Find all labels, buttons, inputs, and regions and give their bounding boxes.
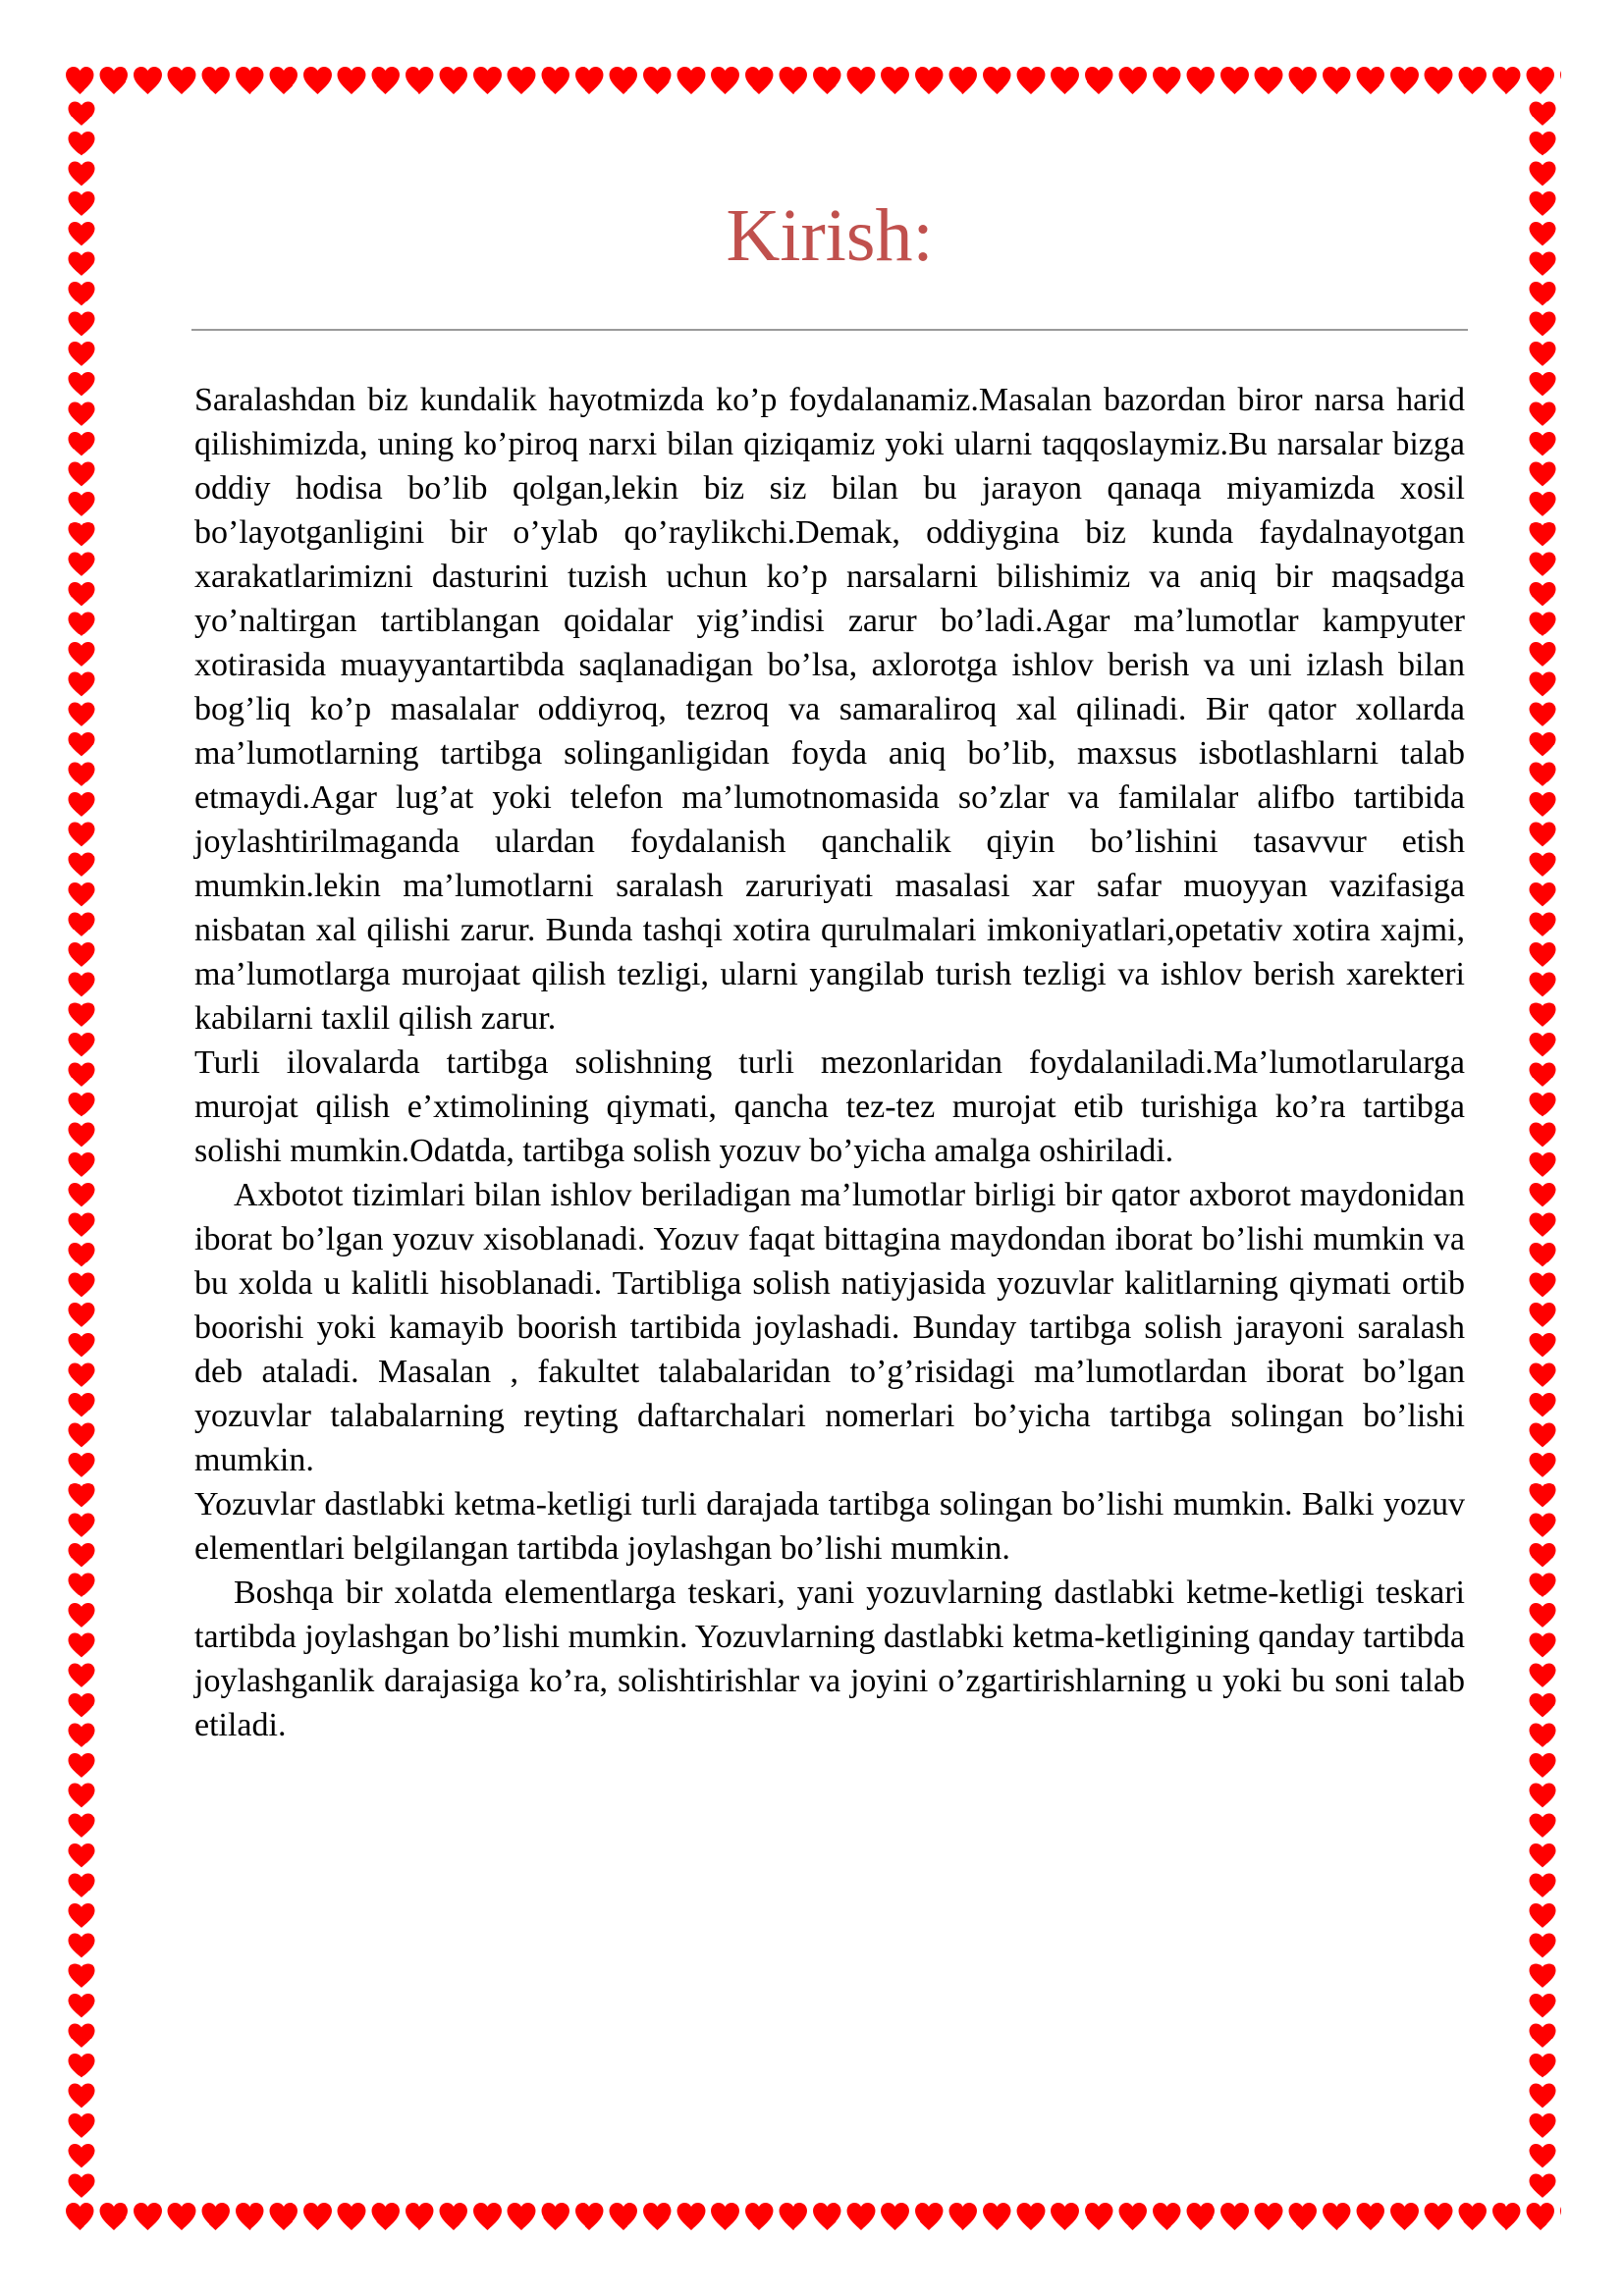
page-title: Kirish: [726,194,934,277]
paragraph-3: Axbotot tizimlari bilan ishlov beriladigan ma’lumotlar birligi bir qator axborot maydonidan iborat bo’lgan yozuv xisoblanadi. Yozuv faqat bittagina maydondan iborat bo’lishi mumkin va bu xolda u kalitli hisoblanadi. Tartibliga solish natiyjasida yozuvlar kalitlarning qiymati ortib boorishi yoki kamayib boorish tartibida joylashadi. Bunday tartibga solish jarayoni saralash deb ataladi. Masalan , fakultet talabalaridan to’g’risidagi ma’lumotlardan iborat bo’lgan yozuvlar talabalarning reyting daftarchalari nomerlari bo’yicha tartibga solingan bo’lishi mumkin. [194,1177,1465,1478]
heart-border-right [1526,98,1559,2199]
title-divider [191,329,1468,331]
document-body [194,378,1465,1747]
paragraph-4: Yozuvlar dastlabki ketma-ketligi turli darajada tartibga solingan bo’lishi mumkin. Balki yozuv elementlari belgilangan tartibda joylashgan bo’lishi mumkin. [194,1486,1465,1567]
paragraph-2: Turli ilovalarda tartibga solishning turli mezonlaridan foydalaniladi.Ma’lumotlarularga murojat qilish e’xtimolining qiymati, qancha tez-tez murojat etib turishiga ko’ra tartibga solishi mumkin.Odatda, tartibga solish yozuv bo’yicha amalga oshiriladi. [194,1044,1465,1169]
heart-border-left [65,98,98,2199]
heart-border-top [63,63,1561,98]
paragraph-1: Saralashdan biz kundalik hayotmizda ko’p foydalanamiz.Masalan bazordan biror narsa harid qilishimizda, uning ko’piroq narxi bilan qiziqamiz yoki ularni taqqoslaymiz.Bu narsalar bizga oddiy hodisa bo’lib qolgan,lekin biz siz bilan bu jarayon qanaqa miyamizda xosil bo’layotganligini bir o’ylab qo’raylikchi.Demak, oddiygina biz kunda faydalnayotgan xarakatlarimizni dasturini tuzish uchun ko’p narsalarni bilishimiz va aniq bir maqsadga yo’naltirgan tartiblangan qoidalar yig’indisi zarur bo’ladi.Agar ma’lumotlar kampyuter xotirasida muayyantartibda saqlanadigan bo’lsa, axlorotga ishlov berish va uni izlash bilan bog’liq ko’p masalalar oddiyroq, tezroq va samaraliroq xal qilinadi. Bir qator xollarda ma’lumotlarning tartibga solinganligidan foyda aniq bo’lib, maxsus isbotlashlarni talab etmaydi.Agar lug’at yoki telefon ma’lumotnomasida so’zlar va familalar alifbo tartibida joylashtirilmaganda ulardan foydalanish qanchalik qiyin bo’lishini tasavvur etish mumkin.lekin ma’lumotlarni saralash zaruriyati masalasi xar safar muoyyan vazifasiga nisbatan xal qilishi zarur. Bunda tashqi xotira qurulmalari imkoniyatlari,opetativ xotira xajmi, ma’lumotlarga murojaat qilish tezligi, ularni yangilab turish tezligi va ishlov berish xarekteri kabilarni taxlil qilish zarur. [194,382,1465,1037]
paragraph-5: Boshqa bir xolatda elementlarga teskari, yani yozuvlarning dastlabki ketme-ketligi teskari tartibda joylashgan bo’lishi mumkin. Yozuvlarning dastlabki ketma-ketligining qanday tartibda joylashganlik darajasiga ko’ra, solishtirishlar va joyini o’zgartirishlarning u yoki bu soni talab etiladi. [194,1575,1465,1743]
heart-border-bottom [63,2199,1561,2234]
